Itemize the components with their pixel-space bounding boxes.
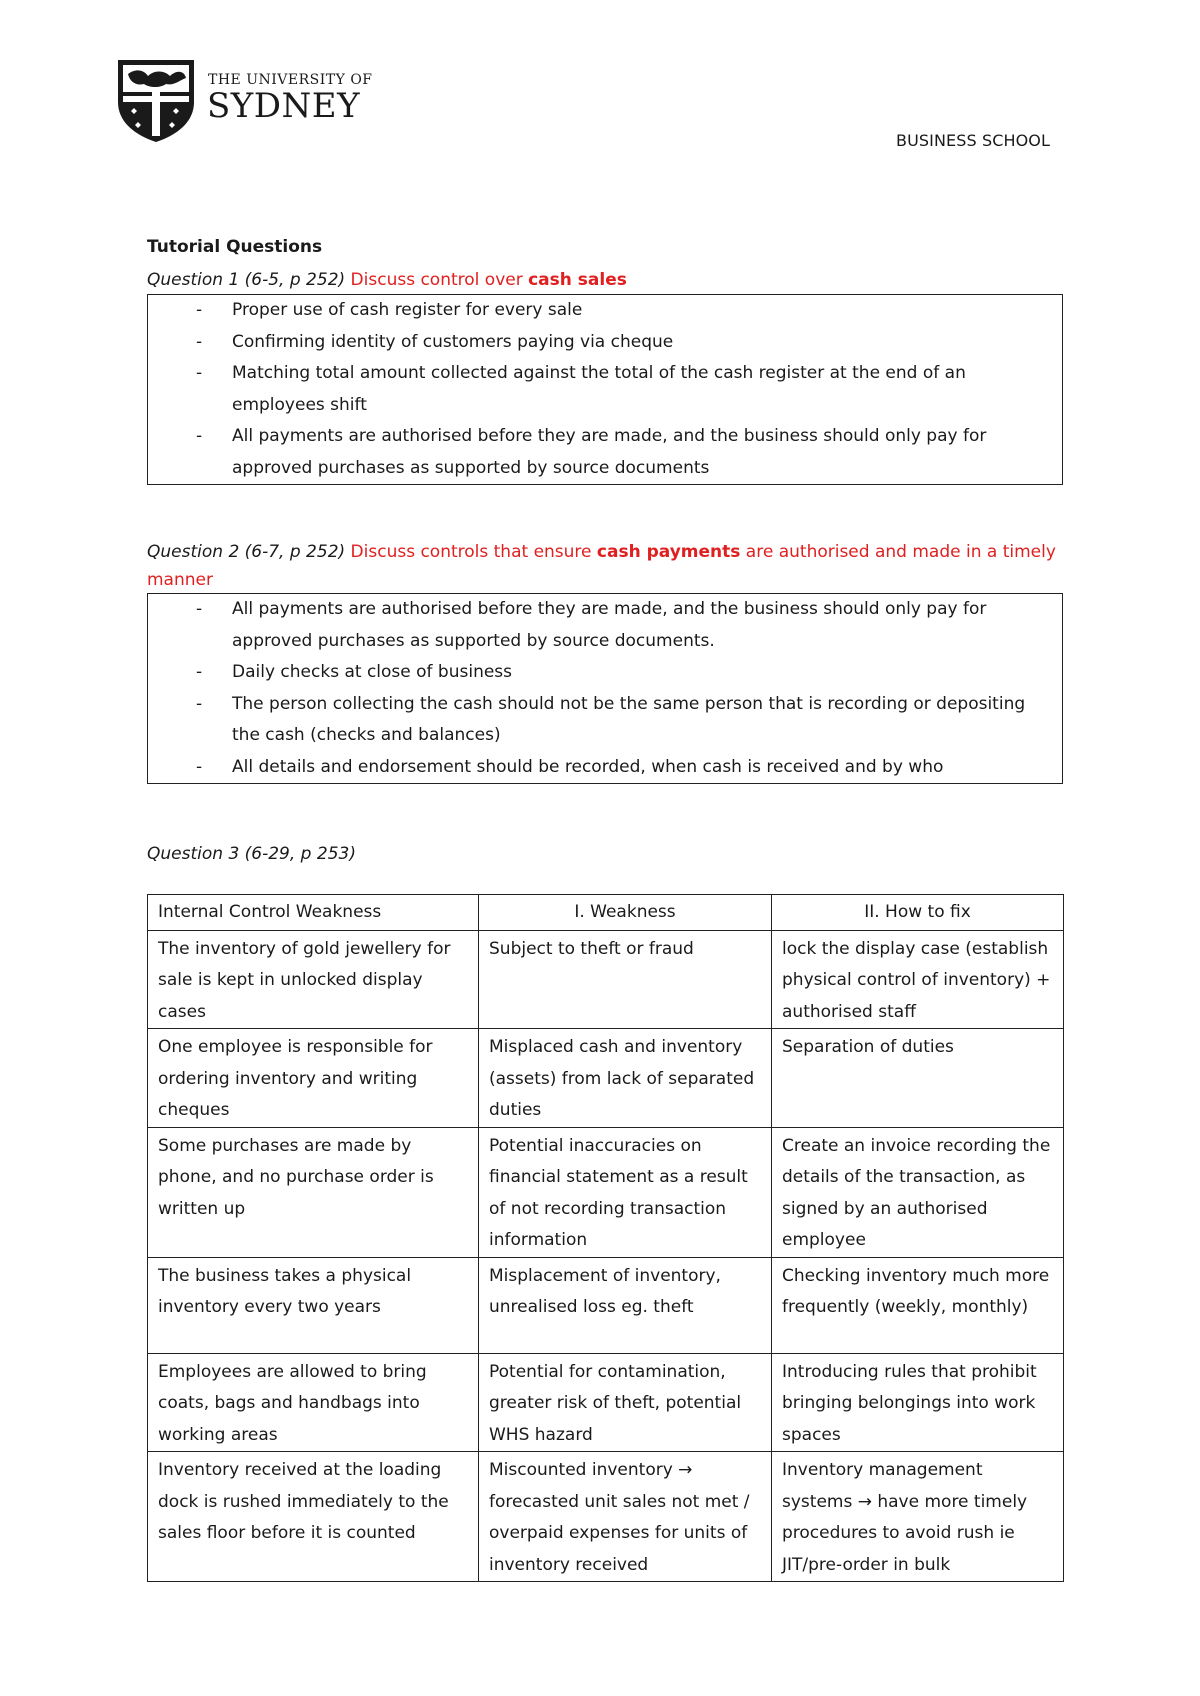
weakness-table — [147, 894, 1064, 1582]
table-row — [148, 1029, 1064, 1128]
question-2-prompt: Discuss controls that ensure cash payments are authorised and made in a timely manner — [147, 542, 1056, 590]
table-cell: Create an invoice recording the details of the transaction, as signed by an authorised employee — [772, 1127, 1064, 1257]
table-cell: Potential inaccuracies on financial statement as a result of not recording transaction information — [479, 1127, 772, 1257]
question-2-ref: Question 2 (6-7, p 252) — [147, 542, 346, 562]
table-cell: Misplacement of inventory, unrealised loss eg. theft — [479, 1257, 772, 1353]
table-cell: lock the display case (establish physical control of inventory) + authorised staff — [772, 930, 1064, 1029]
question-1-ref: Question 1 (6-5, p 252) — [147, 270, 346, 290]
answer-box-1 — [147, 294, 1063, 485]
table-cell: Misplaced cash and inventory (assets) from lack of separated duties — [479, 1029, 772, 1128]
question-1-prompt: Discuss control over cash sales — [350, 270, 627, 290]
table-cell: Checking inventory much more frequently (weekly, monthly) — [772, 1257, 1064, 1353]
table-cell: Separation of duties — [772, 1029, 1064, 1128]
table-cell: Some purchases are made by phone, and no purchase order is written up — [148, 1127, 479, 1257]
university-logo — [114, 58, 374, 144]
column-header-how-to-fix: II. How to fix — [772, 895, 1064, 931]
table-cell: Introducing rules that prohibit bringing belongings into work spaces — [772, 1353, 1064, 1452]
answer-list-2 — [148, 594, 1062, 783]
table-cell: Subject to theft or fraud — [479, 930, 772, 1029]
table-row — [148, 1353, 1064, 1452]
list-item: - The person collecting the cash should not be the same person that is recording or depositing the cash (checks and balances) — [148, 689, 1062, 752]
column-header-weakness: I. Weakness — [479, 895, 772, 931]
list-item: - All payments are authorised before they are made, and the business should only pay for approved purchases as supported by source documents. — [148, 594, 1062, 657]
question-3-heading — [147, 840, 1067, 868]
table-cell: Potential for contamination, greater risk of theft, potential WHS hazard — [479, 1353, 772, 1452]
answer-list-1 — [148, 295, 1062, 484]
question-2-heading — [147, 538, 1067, 594]
column-header-control-weakness: Internal Control Weakness — [148, 895, 479, 931]
logo-line2: SYDNEY — [207, 86, 361, 126]
table-cell: Miscounted inventory → forecasted unit sales not met / overpaid expenses for units of inventory received — [479, 1452, 772, 1582]
table-cell: Employees are allowed to bring coats, bags and handbags into working areas — [148, 1353, 479, 1452]
table-cell: Inventory management systems → have more timely procedures to avoid rush ie JIT/pre-order in bulk — [772, 1452, 1064, 1582]
question-3-ref: Question 3 (6-29, p 253) — [147, 844, 356, 864]
crest-icon — [114, 58, 198, 144]
answer-box-2 — [147, 593, 1063, 784]
table-cell: The inventory of gold jewellery for sale is kept in unlocked display cases — [148, 930, 479, 1029]
table-row — [148, 930, 1064, 1029]
list-item: - Daily checks at close of business — [148, 657, 1062, 689]
list-item: - Proper use of cash register for every sale — [148, 295, 1062, 327]
table-cell: Inventory received at the loading dock is rushed immediately to the sales floor before it is counted — [148, 1452, 479, 1582]
list-item: - Confirming identity of customers paying via cheque — [148, 327, 1062, 359]
page-title: Tutorial Questions — [147, 237, 323, 257]
table-row — [148, 1452, 1064, 1582]
list-item: - All details and endorsement should be recorded, when cash is received and by who — [148, 752, 1062, 784]
logo-line1: THE UNIVERSITY OF — [208, 72, 373, 88]
list-item: - All payments are authorised before they are made, and the business should only pay for approved purchases as supported by source documents — [148, 421, 1062, 484]
question-1-heading — [147, 266, 1067, 294]
table-row — [148, 1127, 1064, 1257]
school-name: BUSINESS SCHOOL — [896, 131, 1050, 150]
table-row — [148, 1257, 1064, 1353]
table-cell: One employee is responsible for ordering inventory and writing cheques — [148, 1029, 479, 1128]
list-item: - Matching total amount collected against the total of the cash register at the end of an employees shift — [148, 358, 1062, 421]
table-cell: The business takes a physical inventory every two years — [148, 1257, 479, 1353]
